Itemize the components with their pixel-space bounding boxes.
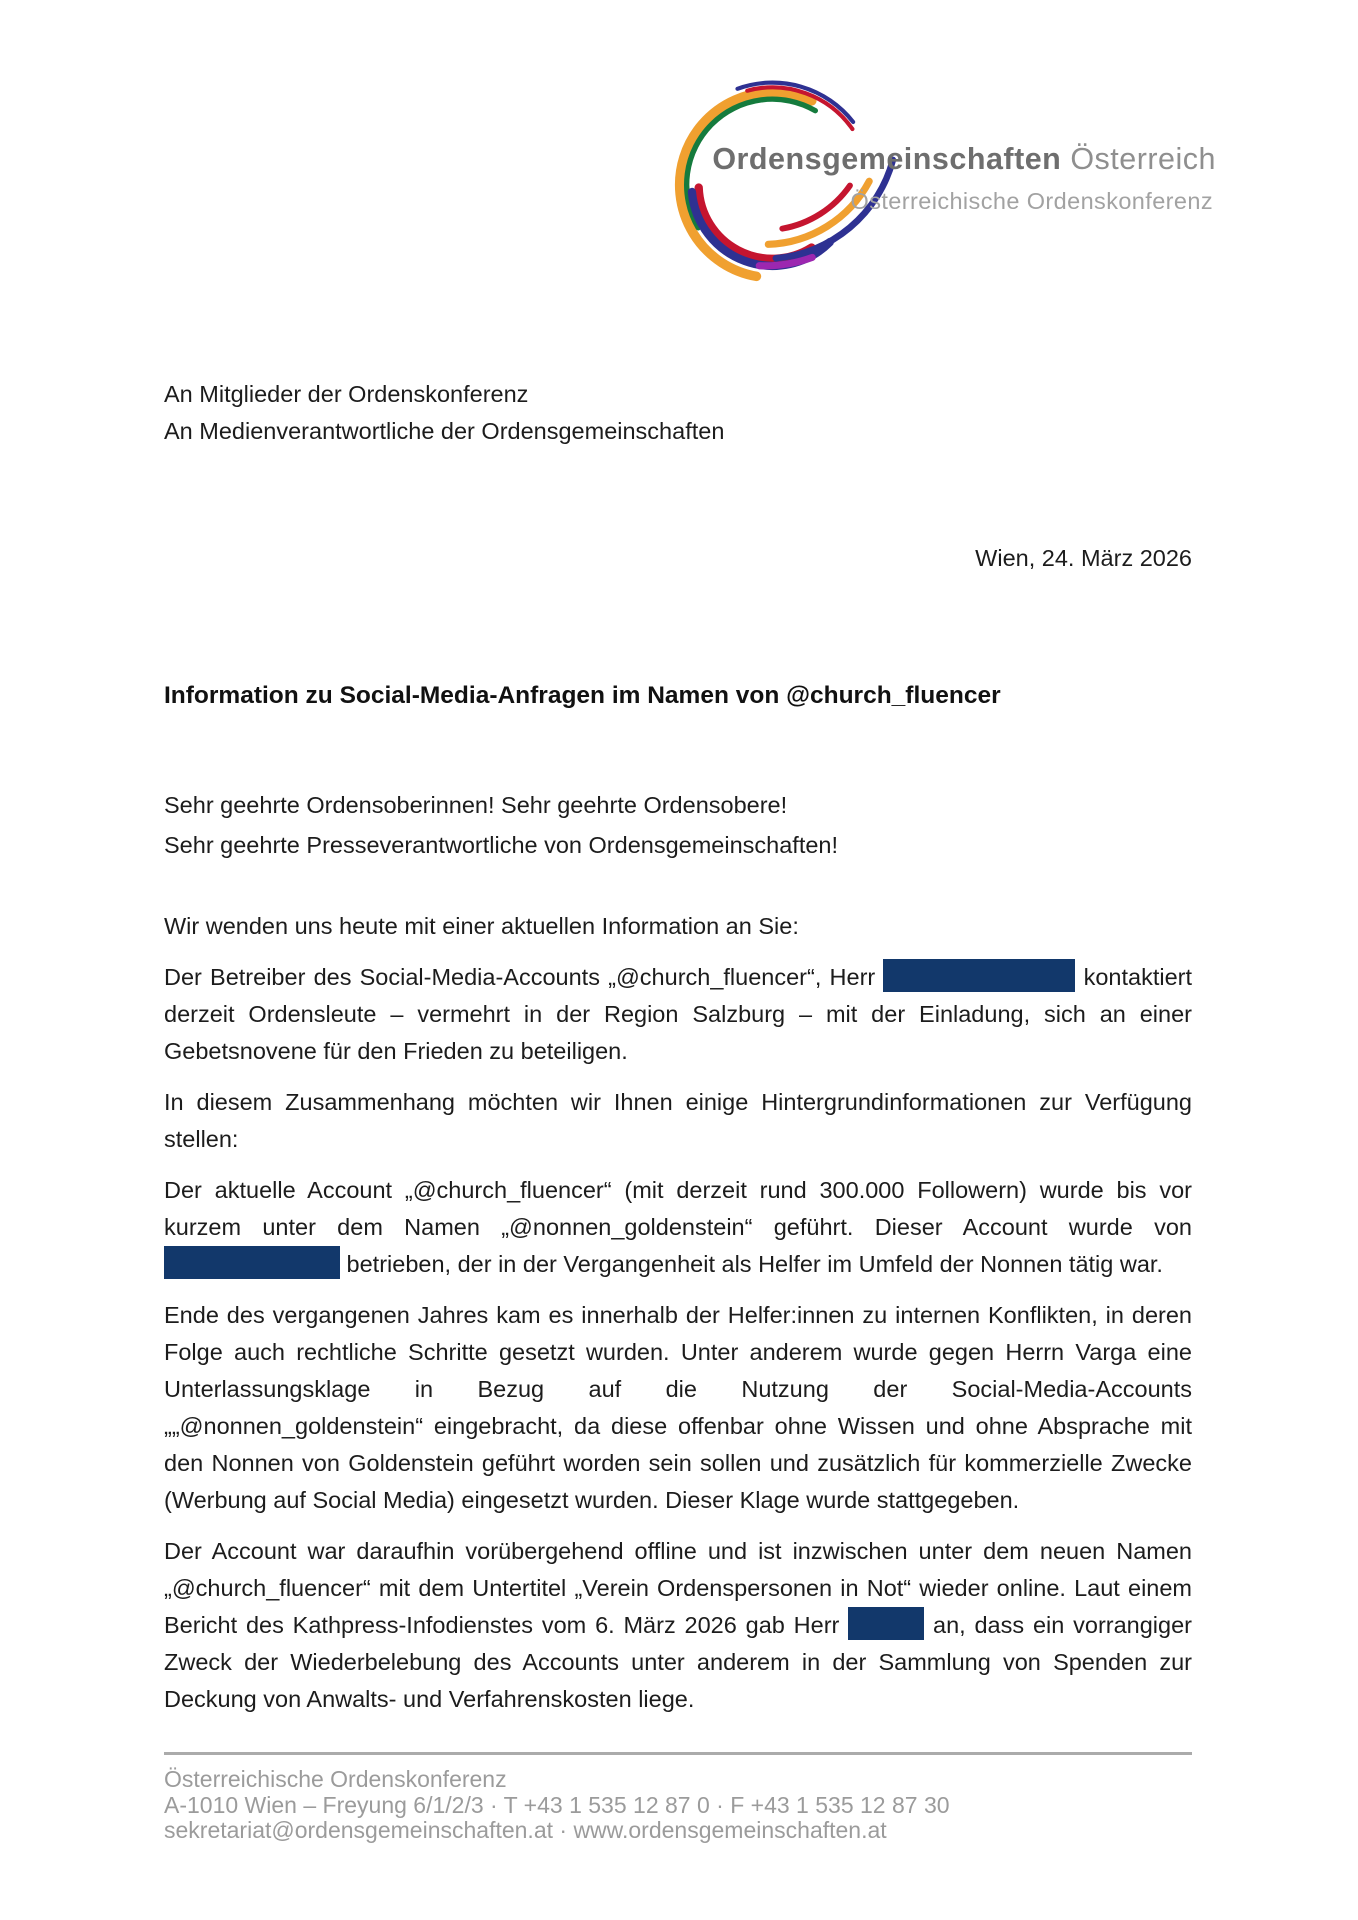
- footer-email-website: sekretariat@ordensgemeinschaften.at · www.ordensgemeinschaften.at: [164, 1817, 887, 1843]
- date-line: Wien, 24. März 2026: [975, 545, 1192, 571]
- letter-footer: [164, 1752, 1192, 1844]
- recipient-line: An Medienverantwortliche der Ordensgemeinschaften: [164, 418, 725, 444]
- footer-divider: [164, 1752, 1192, 1755]
- subject-heading: Information zu Social-Media-Anfragen im Namen von @church_fluencer: [164, 682, 1001, 709]
- paragraph-text: Der Betreiber des Social-Media-Accounts „@church_fluencer“, Herr: [164, 964, 884, 990]
- recipient-block: [164, 376, 1192, 450]
- paragraph-text: kontaktiert derzeit Ordensleute – vermehrt in der Region Salzburg – mit der Einladung, sich an einer Gebetsnovene für den Frieden zu beteiligen.: [164, 964, 1192, 1064]
- paragraph-text: Der Account war daraufhin vorübergehend offline und ist inzwischen unter dem neuen Namen „@church_fluencer“ mit dem Untertitel „Verein Ordenspersonen in Not“ wieder online. Laut einem Bericht des Kathpress-Infodienstes vom 6. März 2026 gab Herr: [164, 1538, 1192, 1638]
- salutation-line: Sehr geehrte Presseverantwortliche von Ordensgemeinschaften!: [164, 832, 839, 858]
- footer-address-phone: A-1010 Wien – Freyung 6/1/2/3 · T +43 1 535 12 87 0 · F +43 1 535 12 87 30: [164, 1791, 950, 1818]
- paragraph-account: [164, 1172, 1192, 1283]
- recipient-line: An Mitglieder der Ordenskonferenz: [164, 381, 529, 407]
- salutation-block: [164, 785, 1192, 865]
- redacted-name-box: [883, 959, 1075, 992]
- paragraph-text: Der aktuelle Account „@church_fluencer“ (mit derzeit rund 300.000 Followern) wurde bis vor kurzem unter dem Namen „@nonnen_goldenstein“ geführt. Dieser Account wurde von: [164, 1177, 1192, 1240]
- paragraph-zusammenhang: In diesem Zusammenhang möchten wir Ihnen einige Hintergrundinformationen zur Verfügung stellen:: [164, 1089, 1192, 1152]
- paragraph-text: betrieben, der in der Vergangenheit als Helfer im Umfeld der Nonnen tätig war.: [340, 1251, 1163, 1277]
- paragraph-intro: Wir wenden uns heute mit einer aktuellen Information an Sie:: [164, 913, 799, 939]
- paragraph-konflikte: Ende des vergangenen Jahres kam es innerhalb der Helfer:innen zu internen Konflikten, in deren Folge auch rechtliche Schritte gesetzt wurden. Unter anderem wurde gegen Herrn Varga eine Unterlassungsklage in Bezug auf die Nutzung der Social-Media-Accounts „„@nonnen_goldenstein“ eingebracht, da diese offenbar ohne Wissen und ohne Absprache mit den Nonnen von Goldenstein geführt worden sein sollen und zusätzlich für kommerzielle Zwecke (Werbung auf Social Media) eingesetzt wurden. Dieser Klage wurde stattgegeben.: [164, 1302, 1192, 1513]
- paragraph-wiederbelebung: [164, 1533, 1192, 1718]
- redacted-name-box: [848, 1607, 924, 1640]
- letter-body: [164, 0, 1192, 1732]
- brand-title-light: Österreich: [1070, 142, 1216, 176]
- paragraph-text: an, dass ein vorrangiger Zweck der Wiederbelebung des Accounts unter anderem in der Sammlung von Spenden zur Deckung von Anwalts- und Verfahrenskosten liege.: [164, 1612, 1192, 1712]
- redacted-name-box: [164, 1246, 340, 1279]
- salutation-line: Sehr geehrte Ordensoberinnen! Sehr geehrte Ordensobere!: [164, 792, 788, 818]
- footer-organization: Österreichische Ordenskonferenz: [164, 1766, 507, 1792]
- brand-subtitle: Österreichische Ordenskonferenz: [850, 188, 1213, 214]
- brand-title-bold: Ordensgemeinschaften: [712, 142, 1062, 176]
- paragraph-betreiber: [164, 959, 1192, 1070]
